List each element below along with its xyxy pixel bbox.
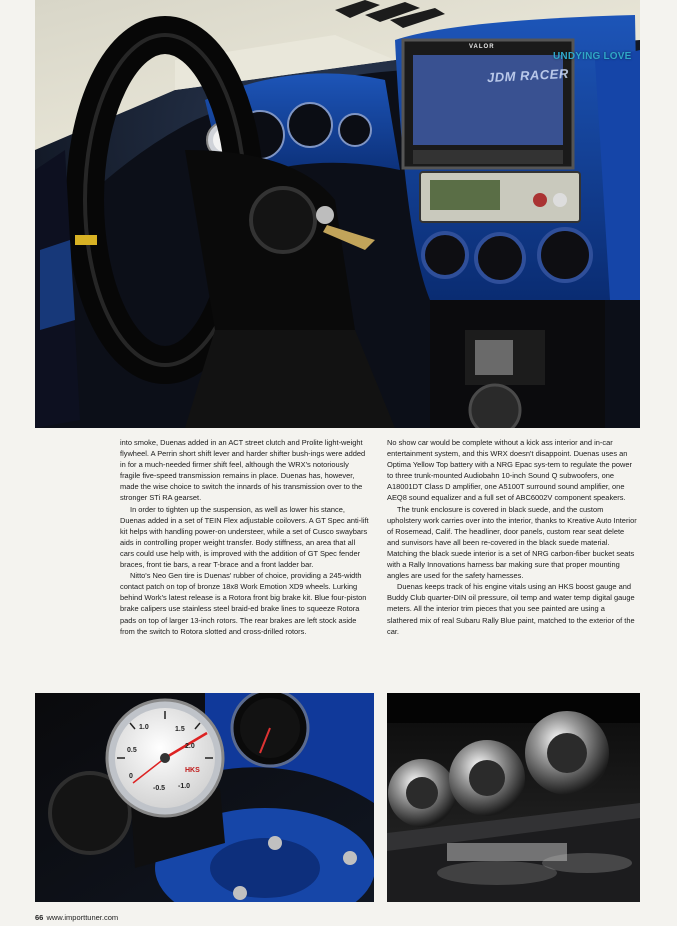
gauge-dial-label: 2.0: [185, 743, 195, 750]
paragraph: The trunk enclosure is covered in black suede, and the custom upholstery work carries over into the interior, thanks to Kreative Auto Interior of Rosemead, Calif. The headliner, door panels, custom rear seat delete and sunvisors have all been re-covered in the black suede material. Matching the black suede interior is a set of NRG carbon-fiber bucket seats with a Rally Innovations harness bar making sure that proper mounting angles are used for the safety harnesses.: [387, 504, 637, 581]
section-tag: UNDYING LOVE: [553, 51, 632, 62]
head-unit-screen-text: JDM RACER: [486, 65, 570, 86]
trunk-install-photo: [387, 693, 640, 902]
gauge-dial-label: 1.5: [175, 726, 185, 733]
gauge-dial-label: -0.5: [153, 785, 166, 792]
interior-photo: [35, 0, 640, 428]
paragraph: Duenas keeps track of his engine vitals using an HKS boost gauge and Buddy Club quarter-DIN oil pressure, oil temp and water temp digital gauge meters. All the interior trim pieces that you see painted are using a slathered mix of real Subaru Rally Blue paint, matched to the exterior of the car.: [387, 582, 635, 636]
gauge-dial-label: 0.5: [127, 747, 137, 754]
page-number: 66: [35, 913, 44, 922]
footer-url[interactable]: www.importtuner.com: [46, 913, 119, 922]
paragraph: Nitto's Neo Gen tire is Duenas' rubber of choice, providing a 245-width contact patch on top of bronze 18x8 Work Emotion XD9 wheels. Lurking behind Work's latest release is a Rotora front big brake kit. Blue four-piston brake calipers use stainless steel braid-ed brake lines to squeeze Rotora pads on top of larger 13-inch rotors. The rear brakes are left stock aside from the switch to Rotora slotted and cross-drilled rotors.: [120, 571, 367, 636]
gauge-brand: HKS: [185, 767, 200, 774]
gauge-dial-label: 1.0: [139, 724, 149, 731]
boost-gauge-photo: [35, 693, 374, 902]
paragraph: In order to tighten up the suspension, as well as lower his stance, Duenas added in a set of TEIN Flex adjustable coilovers. A GT Spec anti-lift kit helps with handling power-on understeer, while a set of Cusco swaybars aids in controlling proper weight transfer. Body stiffness, an area that all cars could use help with, is improved with the addition of GT Spec fender braces, front tie bars, a rear T-brace and a front ladder bar.: [120, 504, 369, 570]
gauge-dial-label: 0: [129, 773, 133, 780]
head-unit-brand: VALOR: [469, 44, 495, 50]
article-column-left: [120, 437, 370, 637]
paragraph: No show car would be complete without a kick ass interior and in-car entertainment system, and this WRX doesn't disappoint. Duenas uses an Optima Yellow Top battery with a NRG Epac sys-tem to regulate the power to three trunk-mounted Audiobahn 10-inch Sound Q subwoofers, one A18001DT Class D amplifier, one A5100T surround sound amplifier, one AEQ8 sound equalizer and a full set of ABC6002V component speakers.: [387, 438, 633, 503]
gauge-dial-label: -1.0: [178, 783, 191, 790]
page-footer: [35, 913, 118, 922]
paragraph: into smoke, Duenas added in an ACT street clutch and Prolite light-weight flywheel. A Perrin short shift lever and harder shifter bush-ings were added in for a much-needed firmer shift feel, although the WRX's notoriously fragile five-speed transmission remains in place. Duenas has, however, made the wise choice to switch the innards of his transmission over to the stronger STi RA gearset.: [120, 438, 366, 503]
article-column-right: [387, 437, 637, 637]
